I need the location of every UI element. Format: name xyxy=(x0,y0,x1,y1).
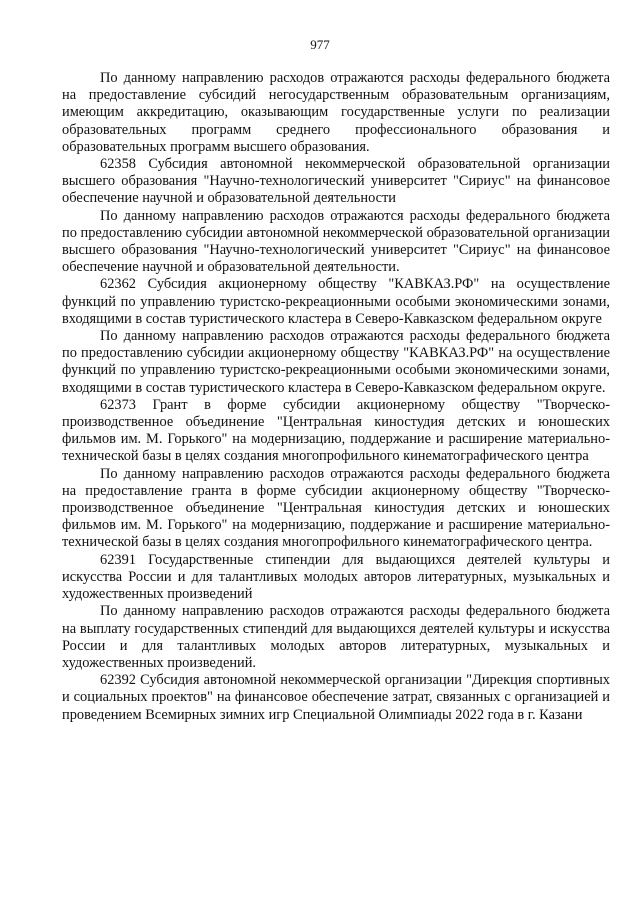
paragraph-expense-description: По данному направлению расходов отражаются расходы федерального бюджета по предоставлению субсидии автономной некоммерческой образовательной организации высшего образования "Научно-технологический университет "Сириус" на финансовое обеспечение научной и образовательной деятельности. xyxy=(62,207,610,276)
paragraph-expense-description: По данному направлению расходов отражаются расходы федерального бюджета на выплату государственных стипендий для выдающихся деятелей культуры и искусства России и для талантливых молодых авторов литературных, музыкальных и художественных произведений. xyxy=(62,603,610,671)
paragraph-expense-description: По данному направлению расходов отражаются расходы федерального бюджета на предоставление субсидий негосударственным образовательным организациям, имеющим аккредитацию, оказывающим государственные услуги по реализации образовательных программ среднего профессионального образования и образовательных программ высшего образования. xyxy=(62,70,610,155)
page-number: 977 xyxy=(310,37,330,52)
paragraph-code-62391: 62391 Государственные стипендии для выдающихся деятелей культуры и искусства России и для талантливых молодых авторов литературных, музыкальных и художественных произведений xyxy=(62,551,610,603)
paragraph-code-62362: 62362 Субсидия акционерному обществу "КАВКАЗ.РФ" на осуществление функций по управлению туристско-рекреационными особыми экономическими зонами, входящими в состав туристического кластера в Северо-Кавказском федеральном округе xyxy=(62,276,610,327)
document-body xyxy=(62,70,610,724)
paragraph-code-62358: 62358 Субсидия автономной некоммерческой образовательной организации высшего образования "Научно-технологический университет "Сириус" на финансовое обеспечение научной и образовательной деятельности xyxy=(62,156,610,207)
paragraph-expense-description: По данному направлению расходов отражаются расходы федерального бюджета по предоставлению субсидии акционерному обществу "КАВКАЗ.РФ" на осуществление функций по управлению туристско-рекреационными особыми экономическими зонами, входящими в состав туристического кластера в Северо-Кавказском федеральном округе. xyxy=(62,328,610,396)
paragraph-code-62373: 62373 Грант в форме субсидии акционерному обществу "Творческо-производственное объединение "Центральная киностудия детских и юношеских фильмов им. М. Горького" на модернизацию, поддержание и расширение материально-технической базы в целях создания многопрофильного кинематографического центра xyxy=(62,396,610,465)
paragraph-code-62392: 62392 Субсидия автономной некоммерческой организации "Дирекция спортивных и социальных проектов" на финансовое обеспечение затрат, связанных с организацией и проведением Всемирных зимних игр Специальной Олимпиады 2022 года в г. Казани xyxy=(62,672,610,723)
paragraph-expense-description: По данному направлению расходов отражаются расходы федерального бюджета на предоставление гранта в форме субсидии акционерному обществу "Творческо-производственное объединение "Центральная киностудия детских и юношеских фильмов им. М. Горького" на модернизацию, поддержание и расширение материально-технической базы в целях создания многопрофильного кинематографического центра. xyxy=(62,465,610,551)
